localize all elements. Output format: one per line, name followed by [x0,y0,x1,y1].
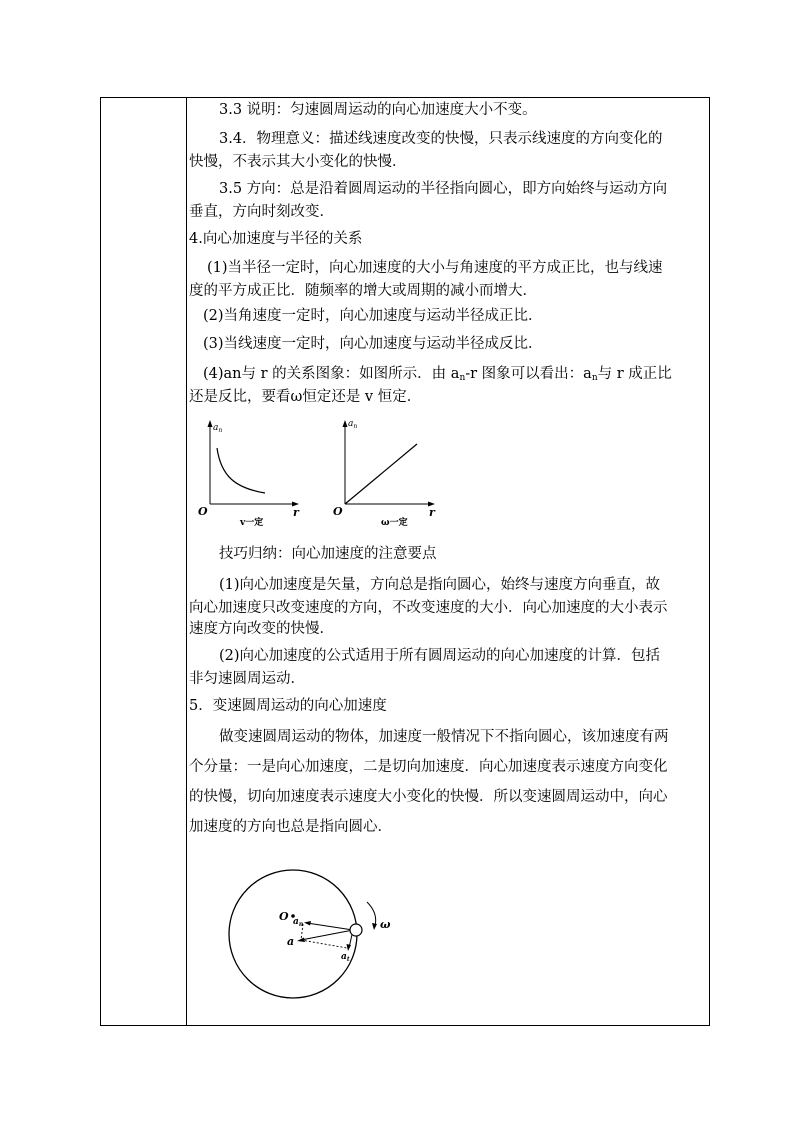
table-frame [100,97,710,1026]
motion-circle [229,870,357,998]
graph2-caption: ω一定 [381,518,408,528]
para-3-4-line2: 快慢，不表示其大小变化的快慢． [189,154,407,170]
para-3-5-line2: 垂直，方向时刻改变． [189,204,334,220]
a-label: a [287,935,295,948]
an-r-graphs [195,416,445,531]
particle [350,924,362,936]
content-cell [187,98,709,1025]
para-3-3: 3.3 说明：匀速圆周运动的向心加速度大小不变。 [219,102,537,118]
graph1-origin: O [198,505,208,518]
at-label: $a_t$ [341,952,350,963]
graph-linear [333,419,436,528]
para-5-line2: 个分量：一是向心加速度，二是切向加速度．向心加速度表示速度方向变化 [189,759,668,775]
graph2-xlabel: r [429,506,435,519]
para-5-line4: 加速度的方向也总是指向圆心． [189,819,392,835]
graph-inverse [198,420,300,528]
para-3-5-line1: 3.5 方向：总是沿着圆周运动的半径指向圆心，即方向始终与运动方向 [219,181,668,197]
an-label: $a_n$ [293,917,304,928]
graph1-xlabel: r [293,506,299,519]
tip-2-line2: 非匀速圆周运动． [189,671,305,687]
para-5-line1: 做变速圆周运动的物体，加速度一般情况下不指向圆心，该加速度有两 [219,729,669,745]
para-4-3: (3)当线速度一定时，向心加速度与运动半径成反比． [203,336,543,352]
graph2-origin: O [333,505,343,518]
tip-1-line3: 速度方向改变的快慢． [189,621,334,637]
para-4-1-line2: 度的平方成正比．随频率的增大或周期的减小而增大． [189,283,537,299]
tip-2-line1: (2)向心加速度的公式适用于所有圆周运动的向心加速度的计算．包括 [219,648,661,664]
graph1-ylabel: $a_n$ [213,423,223,434]
para-4-4-line1: (4)an与 r 的关系图象：如图所示．由 $a_n-r$ 图象可以看出：$a_n$与 r 成正比 [203,366,672,383]
circular-motion-figure [225,858,405,1010]
para-3-4-line1: 3.4．物理意义：描述线速度改变的快慢，只表示线速度的方向变化的 [219,131,663,147]
omega-label: ω [380,918,391,931]
para-4-4-line2: 还是反比，要看ω恒定还是 v 恒定． [189,389,422,405]
graph1-caption: v一定 [240,518,264,528]
heading-5: 5．变速圆周运动的向心加速度 [189,698,387,714]
heading-4: 4.向心加速度与半径的关系 [189,231,363,247]
para-4-2: (2)当角速度一定时，向心加速度与运动半径成正比． [203,308,543,324]
linear-line [345,444,417,504]
graph2-ylabel: $a_n$ [348,419,358,430]
tips-title: 技巧归纳：向心加速度的注意要点 [219,546,437,562]
center-label: O [279,910,289,923]
para-5-line3: 的快慢，切向加速度表示速度大小变化的快慢．所以变速圆周运动中，向心 [189,789,668,805]
tip-1-line1: (1)向心加速度是矢量，方向总是指向圆心，始终与速度方向垂直，故 [219,577,661,593]
tip-1-line2: 向心加速度只改变速度的方向，不改变速度的大小．向心加速度的大小表示 [189,600,668,616]
inverse-curve [217,448,265,493]
para-4-1-line1: (1)当半径一定时，向心加速度的大小与角速度的平方成正比，也与线速 [207,260,663,276]
